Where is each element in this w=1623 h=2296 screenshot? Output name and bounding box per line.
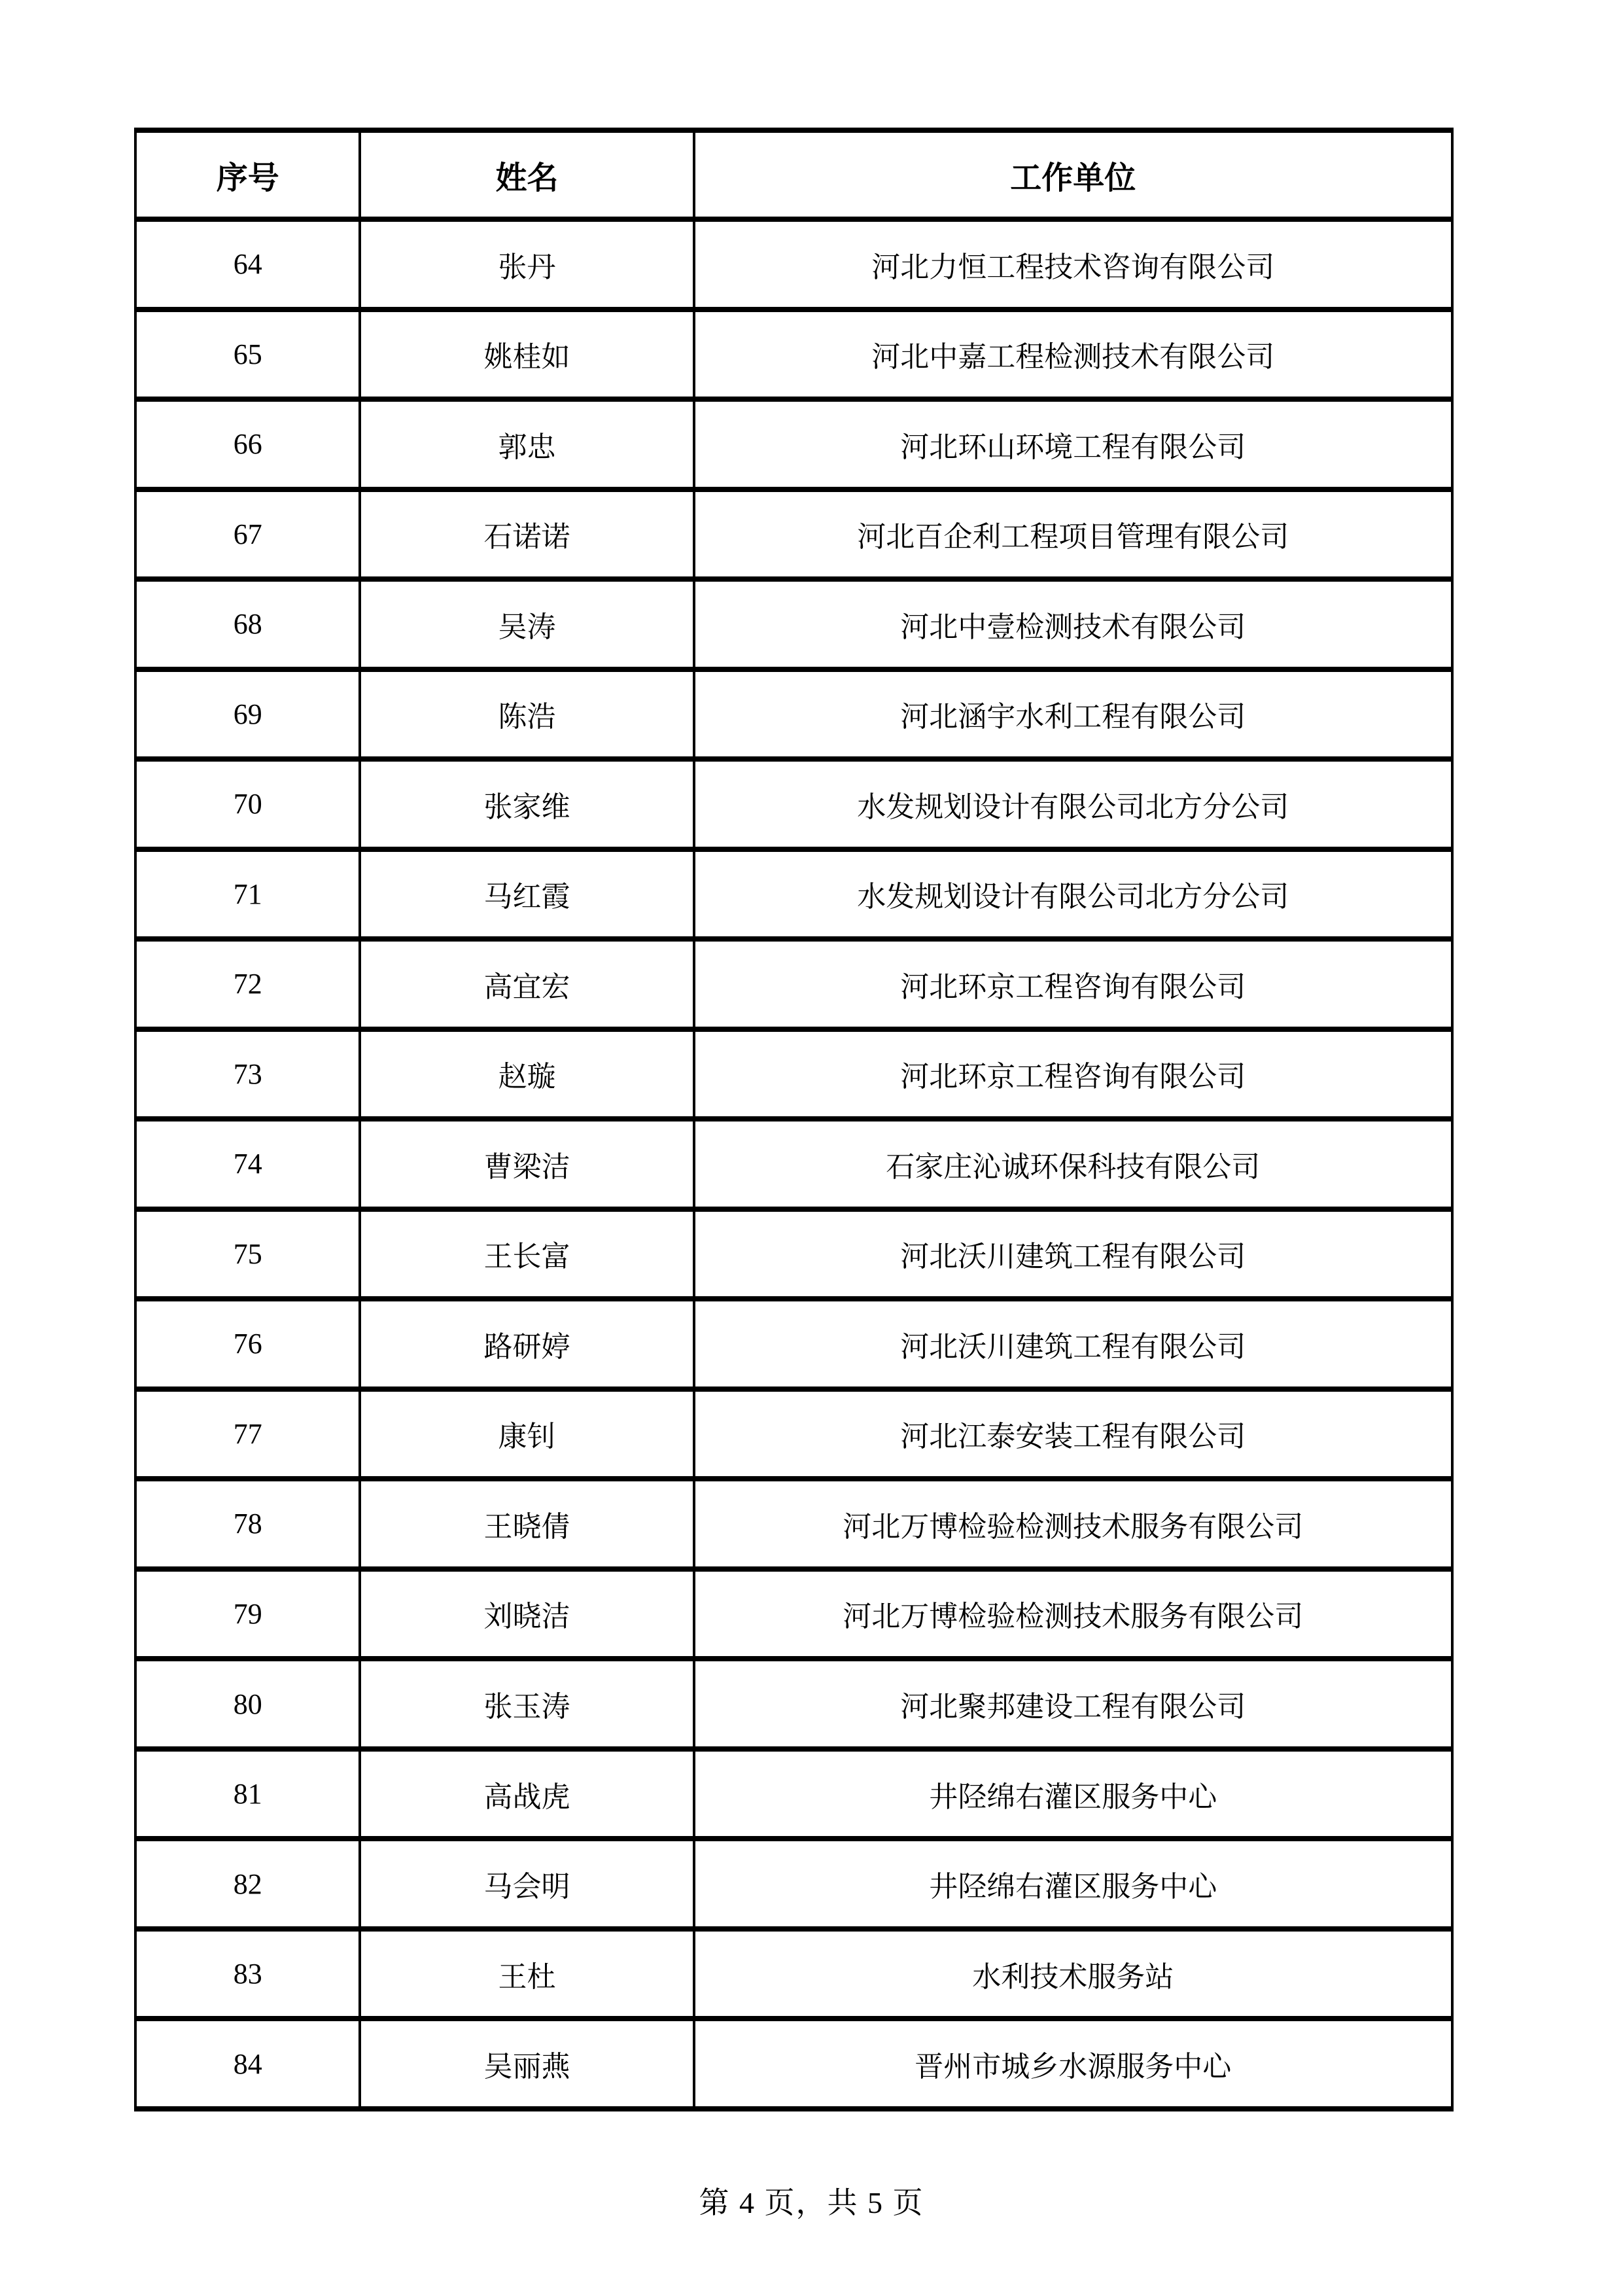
cell-no: 69 xyxy=(135,669,360,760)
table-row xyxy=(135,1389,1452,1479)
cell-name: 马红霞 xyxy=(360,849,693,940)
cell-name: 郭忠 xyxy=(360,399,693,489)
table-row xyxy=(135,1209,1452,1299)
cell-org: 河北聚邦建设工程有限公司 xyxy=(694,1659,1453,1749)
cell-no: 81 xyxy=(135,1749,360,1839)
cell-no: 71 xyxy=(135,849,360,940)
cell-name: 刘晓洁 xyxy=(360,1569,693,1659)
cell-no: 80 xyxy=(135,1659,360,1749)
cell-no: 73 xyxy=(135,1029,360,1120)
cell-org: 河北力恒工程技术咨询有限公司 xyxy=(694,219,1453,309)
table-body xyxy=(135,219,1452,2109)
table-row xyxy=(135,579,1452,669)
cell-no: 68 xyxy=(135,579,360,669)
cell-org: 石家庄沁诚环保科技有限公司 xyxy=(694,1119,1453,1209)
header-cell-org: 工作单位 xyxy=(694,130,1453,219)
cell-no: 83 xyxy=(135,1929,360,2019)
table-row xyxy=(135,309,1452,400)
cell-name: 康钊 xyxy=(360,1389,693,1479)
cell-org: 河北涵宇水利工程有限公司 xyxy=(694,669,1453,760)
cell-no: 75 xyxy=(135,1209,360,1299)
cell-org: 井陉绵右灌区服务中心 xyxy=(694,1749,1453,1839)
cell-name: 王晓倩 xyxy=(360,1479,693,1569)
cell-org: 水发规划设计有限公司北方分公司 xyxy=(694,849,1453,940)
table-row xyxy=(135,1749,1452,1839)
cell-no: 76 xyxy=(135,1299,360,1389)
header-cell-name: 姓名 xyxy=(360,130,693,219)
table-row xyxy=(135,669,1452,760)
cell-name: 王长富 xyxy=(360,1209,693,1299)
cell-name: 赵璇 xyxy=(360,1029,693,1120)
cell-org: 河北百企利工程项目管理有限公司 xyxy=(694,489,1453,580)
cell-no: 84 xyxy=(135,2019,360,2109)
cell-org: 河北环京工程咨询有限公司 xyxy=(694,1029,1453,1120)
cell-no: 70 xyxy=(135,759,360,849)
cell-org: 河北中壹检测技术有限公司 xyxy=(694,579,1453,669)
table-row xyxy=(135,1119,1452,1209)
table-row xyxy=(135,399,1452,489)
cell-name: 张家维 xyxy=(360,759,693,849)
table-row xyxy=(135,849,1452,940)
table-row xyxy=(135,1929,1452,2019)
table-row xyxy=(135,2019,1452,2109)
cell-no: 67 xyxy=(135,489,360,580)
cell-org: 河北江泰安装工程有限公司 xyxy=(694,1389,1453,1479)
cell-name: 吴丽燕 xyxy=(360,2019,693,2109)
cell-no: 64 xyxy=(135,219,360,309)
cell-org: 河北万博检验检测技术服务有限公司 xyxy=(694,1569,1453,1659)
cell-name: 姚桂如 xyxy=(360,309,693,400)
cell-no: 82 xyxy=(135,1839,360,1929)
cell-no: 72 xyxy=(135,939,360,1029)
cell-no: 66 xyxy=(135,399,360,489)
cell-name: 吴涛 xyxy=(360,579,693,669)
table-row xyxy=(135,1659,1452,1749)
header-cell-no: 序号 xyxy=(135,130,360,219)
cell-name: 石诺诺 xyxy=(360,489,693,580)
table-row xyxy=(135,939,1452,1029)
table-row xyxy=(135,1299,1452,1389)
cell-org: 河北沃川建筑工程有限公司 xyxy=(694,1299,1453,1389)
cell-name: 张丹 xyxy=(360,219,693,309)
table-row xyxy=(135,489,1452,580)
table-row xyxy=(135,1029,1452,1120)
cell-org: 水利技术服务站 xyxy=(694,1929,1453,2019)
cell-name: 王杜 xyxy=(360,1929,693,2019)
cell-name: 曹梁洁 xyxy=(360,1119,693,1209)
cell-name: 陈浩 xyxy=(360,669,693,760)
cell-no: 79 xyxy=(135,1569,360,1659)
cell-no: 77 xyxy=(135,1389,360,1479)
cell-org: 河北中嘉工程检测技术有限公司 xyxy=(694,309,1453,400)
table-header-row xyxy=(135,130,1452,219)
page-footer: 第 4 页，共 5 页 xyxy=(699,2186,924,2219)
cell-org: 河北环山环境工程有限公司 xyxy=(694,399,1453,489)
cell-name: 高宜宏 xyxy=(360,939,693,1029)
cell-org: 井陉绵右灌区服务中心 xyxy=(694,1839,1453,1929)
cell-org: 河北环京工程咨询有限公司 xyxy=(694,939,1453,1029)
table-row xyxy=(135,1839,1452,1929)
cell-name: 高战虎 xyxy=(360,1749,693,1839)
table-row xyxy=(135,759,1452,849)
table-row xyxy=(135,1479,1452,1569)
cell-no: 65 xyxy=(135,309,360,400)
roster-table xyxy=(134,128,1454,2111)
table-row xyxy=(135,1569,1452,1659)
cell-name: 路研婷 xyxy=(360,1299,693,1389)
cell-org: 河北万博检验检测技术服务有限公司 xyxy=(694,1479,1453,1569)
cell-org: 水发规划设计有限公司北方分公司 xyxy=(694,759,1453,849)
table-row xyxy=(135,219,1452,309)
cell-no: 78 xyxy=(135,1479,360,1569)
cell-name: 张玉涛 xyxy=(360,1659,693,1749)
cell-name: 马会明 xyxy=(360,1839,693,1929)
cell-no: 74 xyxy=(135,1119,360,1209)
cell-org: 河北沃川建筑工程有限公司 xyxy=(694,1209,1453,1299)
cell-org: 晋州市城乡水源服务中心 xyxy=(694,2019,1453,2109)
